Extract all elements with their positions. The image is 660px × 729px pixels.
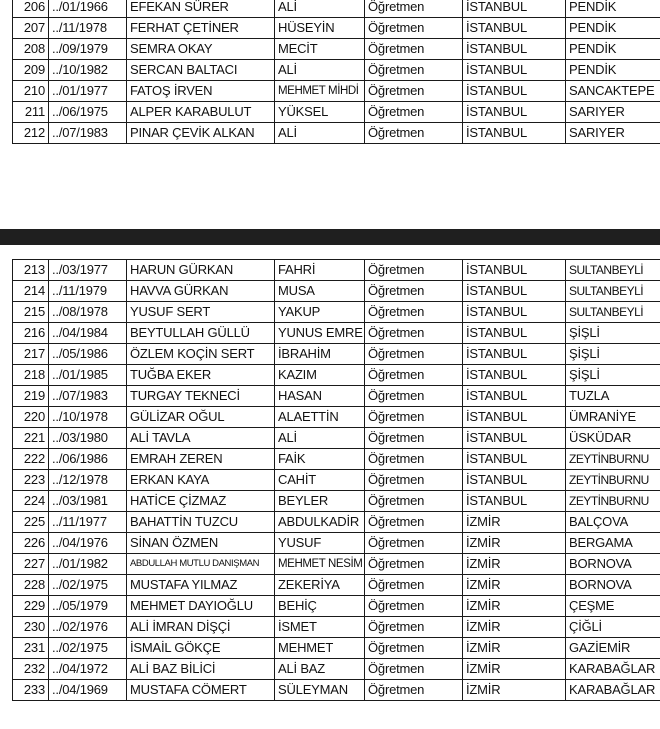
row-number-cell: 206	[13, 0, 49, 18]
district-cell: ZEYTİNBURNU	[566, 449, 660, 470]
father-name-cell: HASAN	[275, 386, 365, 407]
birth-date-cell: ../04/1976	[49, 533, 127, 554]
district-cell: SULTANBEYLİ	[566, 260, 660, 281]
table-row	[13, 512, 660, 533]
province-cell: İZMİR	[463, 680, 566, 701]
district-cell: KARABAĞLAR	[566, 659, 660, 680]
district-cell: SARIYER	[566, 102, 660, 123]
province-cell: İSTANBUL	[463, 60, 566, 81]
district-cell: BERGAMA	[566, 533, 660, 554]
table-row	[13, 680, 660, 701]
province-cell: İSTANBUL	[463, 302, 566, 323]
occupation-cell: Öğretmen	[365, 281, 463, 302]
father-name-cell: FAİK	[275, 449, 365, 470]
table-row	[13, 617, 660, 638]
father-name-cell: YÜKSEL	[275, 102, 365, 123]
full-name-cell: ALİ İMRAN DİŞÇİ	[127, 617, 275, 638]
birth-date-cell: ../11/1979	[49, 281, 127, 302]
occupation-cell: Öğretmen	[365, 638, 463, 659]
row-number-cell: 213	[13, 260, 49, 281]
table-row	[13, 102, 660, 123]
full-name-cell: SERCAN BALTACI	[127, 60, 275, 81]
table-row	[13, 554, 660, 575]
birth-date-cell: ../10/1982	[49, 60, 127, 81]
occupation-cell: Öğretmen	[365, 302, 463, 323]
full-name-cell: MEHMET DAYIOĞLU	[127, 596, 275, 617]
district-cell: BORNOVA	[566, 554, 660, 575]
table-row	[13, 260, 660, 281]
father-name-cell: YUSUF	[275, 533, 365, 554]
occupation-cell: Öğretmen	[365, 386, 463, 407]
province-cell: İSTANBUL	[463, 18, 566, 39]
birth-date-cell: ../06/1975	[49, 102, 127, 123]
district-cell: KARABAĞLAR	[566, 680, 660, 701]
province-cell: İSTANBUL	[463, 123, 566, 144]
province-cell: İZMİR	[463, 512, 566, 533]
district-cell: PENDİK	[566, 39, 660, 60]
table-row	[13, 470, 660, 491]
province-cell: İSTANBUL	[463, 491, 566, 512]
table-row	[13, 323, 660, 344]
row-number-cell: 222	[13, 449, 49, 470]
district-cell: BALÇOVA	[566, 512, 660, 533]
full-name-cell: EMRAH ZEREN	[127, 449, 275, 470]
province-cell: İZMİR	[463, 533, 566, 554]
birth-date-cell: ../05/1979	[49, 596, 127, 617]
district-cell: SANCAKTEPE	[566, 81, 660, 102]
table-row	[13, 407, 660, 428]
father-name-cell: HÜSEYİN	[275, 18, 365, 39]
birth-date-cell: ../04/1972	[49, 659, 127, 680]
birth-date-cell: ../07/1983	[49, 386, 127, 407]
row-number-cell: 227	[13, 554, 49, 575]
full-name-cell: YUSUF SERT	[127, 302, 275, 323]
birth-date-cell: ../01/1982	[49, 554, 127, 575]
district-cell: PENDİK	[566, 18, 660, 39]
full-name-cell: ABDULLAH MUTLU DANIŞMAN	[127, 554, 275, 575]
table-row	[13, 491, 660, 512]
father-name-cell: ALİ	[275, 428, 365, 449]
birth-date-cell: ../01/1966	[49, 0, 127, 18]
province-cell: İZMİR	[463, 638, 566, 659]
father-name-cell: ALAETTİN	[275, 407, 365, 428]
province-cell: İZMİR	[463, 575, 566, 596]
table-row	[13, 386, 660, 407]
table-row	[13, 533, 660, 554]
birth-date-cell: ../06/1986	[49, 449, 127, 470]
district-cell: SULTANBEYLİ	[566, 281, 660, 302]
province-cell: İSTANBUL	[463, 470, 566, 491]
row-number-cell: 225	[13, 512, 49, 533]
province-cell: İZMİR	[463, 554, 566, 575]
province-cell: İZMİR	[463, 659, 566, 680]
birth-date-cell: ../01/1985	[49, 365, 127, 386]
occupation-cell: Öğretmen	[365, 428, 463, 449]
district-cell: GAZİEMİR	[566, 638, 660, 659]
birth-date-cell: ../02/1975	[49, 638, 127, 659]
father-name-cell: YAKUP	[275, 302, 365, 323]
district-cell: ŞİŞLİ	[566, 323, 660, 344]
occupation-cell: Öğretmen	[365, 533, 463, 554]
full-name-cell: BAHATTİN TUZCU	[127, 512, 275, 533]
occupation-cell: Öğretmen	[365, 260, 463, 281]
full-name-cell: HARUN GÜRKAN	[127, 260, 275, 281]
full-name-cell: ALİ BAZ BİLİCİ	[127, 659, 275, 680]
occupation-cell: Öğretmen	[365, 123, 463, 144]
record-table-bottom	[12, 259, 660, 701]
province-cell: İZMİR	[463, 617, 566, 638]
father-name-cell: ALİ BAZ	[275, 659, 365, 680]
province-cell: İSTANBUL	[463, 449, 566, 470]
district-cell: ŞİŞLİ	[566, 344, 660, 365]
table-row	[13, 344, 660, 365]
row-number-cell: 211	[13, 102, 49, 123]
table-row	[13, 596, 660, 617]
father-name-cell: KAZIM	[275, 365, 365, 386]
table-row	[13, 638, 660, 659]
full-name-cell: SİNAN ÖZMEN	[127, 533, 275, 554]
father-name-cell: BEYLER	[275, 491, 365, 512]
table-row	[13, 18, 660, 39]
father-name-cell: MECİT	[275, 39, 365, 60]
occupation-cell: Öğretmen	[365, 470, 463, 491]
occupation-cell: Öğretmen	[365, 449, 463, 470]
father-name-cell: ALİ	[275, 60, 365, 81]
district-cell: ZEYTİNBURNU	[566, 470, 660, 491]
occupation-cell: Öğretmen	[365, 60, 463, 81]
full-name-cell: MUSTAFA CÖMERT	[127, 680, 275, 701]
occupation-cell: Öğretmen	[365, 81, 463, 102]
occupation-cell: Öğretmen	[365, 39, 463, 60]
row-number-cell: 228	[13, 575, 49, 596]
row-number-cell: 229	[13, 596, 49, 617]
row-number-cell: 221	[13, 428, 49, 449]
table-row	[13, 81, 660, 102]
full-name-cell: PINAR ÇEVİK ALKAN	[127, 123, 275, 144]
occupation-cell: Öğretmen	[365, 102, 463, 123]
father-name-cell: İBRAHİM	[275, 344, 365, 365]
row-number-cell: 215	[13, 302, 49, 323]
district-cell: PENDİK	[566, 60, 660, 81]
province-cell: İSTANBUL	[463, 81, 566, 102]
birth-date-cell: ../11/1977	[49, 512, 127, 533]
table-row	[13, 281, 660, 302]
row-number-cell: 209	[13, 60, 49, 81]
table-row	[13, 365, 660, 386]
occupation-cell: Öğretmen	[365, 323, 463, 344]
row-number-cell: 208	[13, 39, 49, 60]
row-number-cell: 218	[13, 365, 49, 386]
father-name-cell: ABDULKADİR	[275, 512, 365, 533]
table-row	[13, 123, 660, 144]
birth-date-cell: ../04/1969	[49, 680, 127, 701]
birth-date-cell: ../11/1978	[49, 18, 127, 39]
row-number-cell: 219	[13, 386, 49, 407]
occupation-cell: Öğretmen	[365, 554, 463, 575]
occupation-cell: Öğretmen	[365, 491, 463, 512]
row-number-cell: 230	[13, 617, 49, 638]
page-divider-bar	[0, 229, 660, 245]
province-cell: İSTANBUL	[463, 365, 566, 386]
row-number-cell: 217	[13, 344, 49, 365]
province-cell: İSTANBUL	[463, 407, 566, 428]
row-number-cell: 216	[13, 323, 49, 344]
province-cell: İSTANBUL	[463, 344, 566, 365]
table-row	[13, 575, 660, 596]
full-name-cell: MUSTAFA YILMAZ	[127, 575, 275, 596]
occupation-cell: Öğretmen	[365, 680, 463, 701]
record-table-top	[12, 0, 660, 144]
province-cell: İSTANBUL	[463, 102, 566, 123]
occupation-cell: Öğretmen	[365, 617, 463, 638]
district-cell: BORNOVA	[566, 575, 660, 596]
birth-date-cell: ../02/1976	[49, 617, 127, 638]
father-name-cell: İSMET	[275, 617, 365, 638]
birth-date-cell: ../10/1978	[49, 407, 127, 428]
province-cell: İSTANBUL	[463, 260, 566, 281]
district-cell: PENDİK	[566, 0, 660, 18]
occupation-cell: Öğretmen	[365, 344, 463, 365]
father-name-cell: MEHMET	[275, 638, 365, 659]
district-cell: ÜSKÜDAR	[566, 428, 660, 449]
birth-date-cell: ../02/1975	[49, 575, 127, 596]
province-cell: İSTANBUL	[463, 39, 566, 60]
province-cell: İSTANBUL	[463, 428, 566, 449]
row-number-cell: 214	[13, 281, 49, 302]
table-row	[13, 60, 660, 81]
table-row	[13, 0, 660, 18]
full-name-cell: HAVVA GÜRKAN	[127, 281, 275, 302]
district-cell: ŞİŞLİ	[566, 365, 660, 386]
full-name-cell: ÖZLEM KOÇİN SERT	[127, 344, 275, 365]
full-name-cell: TURGAY TEKNECİ	[127, 386, 275, 407]
row-number-cell: 233	[13, 680, 49, 701]
province-cell: İSTANBUL	[463, 323, 566, 344]
district-cell: ÜMRANİYE	[566, 407, 660, 428]
full-name-cell: TUĞBA EKER	[127, 365, 275, 386]
full-name-cell: EFEKAN SÜRER	[127, 0, 275, 18]
father-name-cell: FAHRİ	[275, 260, 365, 281]
table-row	[13, 428, 660, 449]
row-number-cell: 220	[13, 407, 49, 428]
occupation-cell: Öğretmen	[365, 659, 463, 680]
row-number-cell: 212	[13, 123, 49, 144]
full-name-cell: GÜLİZAR OĞUL	[127, 407, 275, 428]
full-name-cell: ALİ TAVLA	[127, 428, 275, 449]
occupation-cell: Öğretmen	[365, 407, 463, 428]
birth-date-cell: ../09/1979	[49, 39, 127, 60]
province-cell: İSTANBUL	[463, 0, 566, 18]
full-name-cell: FATOŞ İRVEN	[127, 81, 275, 102]
occupation-cell: Öğretmen	[365, 365, 463, 386]
father-name-cell: ALİ	[275, 123, 365, 144]
table-row	[13, 449, 660, 470]
birth-date-cell: ../04/1984	[49, 323, 127, 344]
occupation-cell: Öğretmen	[365, 575, 463, 596]
father-name-cell: BEHİÇ	[275, 596, 365, 617]
district-cell: ÇİĞLİ	[566, 617, 660, 638]
occupation-cell: Öğretmen	[365, 18, 463, 39]
district-cell: SULTANBEYLİ	[566, 302, 660, 323]
father-name-cell: ZEKERİYA	[275, 575, 365, 596]
father-name-cell: MEHMET MİHDİ	[275, 81, 365, 102]
birth-date-cell: ../12/1978	[49, 470, 127, 491]
father-name-cell: SÜLEYMAN	[275, 680, 365, 701]
birth-date-cell: ../08/1978	[49, 302, 127, 323]
full-name-cell: BEYTULLAH GÜLLÜ	[127, 323, 275, 344]
district-cell: SARIYER	[566, 123, 660, 144]
province-cell: İSTANBUL	[463, 386, 566, 407]
occupation-cell: Öğretmen	[365, 0, 463, 18]
full-name-cell: ERKAN KAYA	[127, 470, 275, 491]
row-number-cell: 231	[13, 638, 49, 659]
district-cell: TUZLA	[566, 386, 660, 407]
full-name-cell: ALPER KARABULUT	[127, 102, 275, 123]
birth-date-cell: ../01/1977	[49, 81, 127, 102]
row-number-cell: 207	[13, 18, 49, 39]
district-cell: ÇEŞME	[566, 596, 660, 617]
father-name-cell: CAHİT	[275, 470, 365, 491]
province-cell: İSTANBUL	[463, 281, 566, 302]
birth-date-cell: ../07/1983	[49, 123, 127, 144]
father-name-cell: MUSA	[275, 281, 365, 302]
row-number-cell: 223	[13, 470, 49, 491]
district-cell: ZEYTİNBURNU	[566, 491, 660, 512]
full-name-cell: HATİCE ÇİZMAZ	[127, 491, 275, 512]
occupation-cell: Öğretmen	[365, 596, 463, 617]
row-number-cell: 232	[13, 659, 49, 680]
full-name-cell: SEMRA OKAY	[127, 39, 275, 60]
row-number-cell: 224	[13, 491, 49, 512]
row-number-cell: 210	[13, 81, 49, 102]
full-name-cell: FERHAT ÇETİNER	[127, 18, 275, 39]
full-name-cell: İSMAİL GÖKÇE	[127, 638, 275, 659]
father-name-cell: YUNUS EMRE	[275, 323, 365, 344]
province-cell: İZMİR	[463, 596, 566, 617]
table-row	[13, 659, 660, 680]
birth-date-cell: ../05/1986	[49, 344, 127, 365]
birth-date-cell: ../03/1981	[49, 491, 127, 512]
father-name-cell: ALİ	[275, 0, 365, 18]
father-name-cell: MEHMET NESİM	[275, 554, 365, 575]
table-row	[13, 39, 660, 60]
occupation-cell: Öğretmen	[365, 512, 463, 533]
row-number-cell: 226	[13, 533, 49, 554]
table-row	[13, 302, 660, 323]
birth-date-cell: ../03/1980	[49, 428, 127, 449]
birth-date-cell: ../03/1977	[49, 260, 127, 281]
